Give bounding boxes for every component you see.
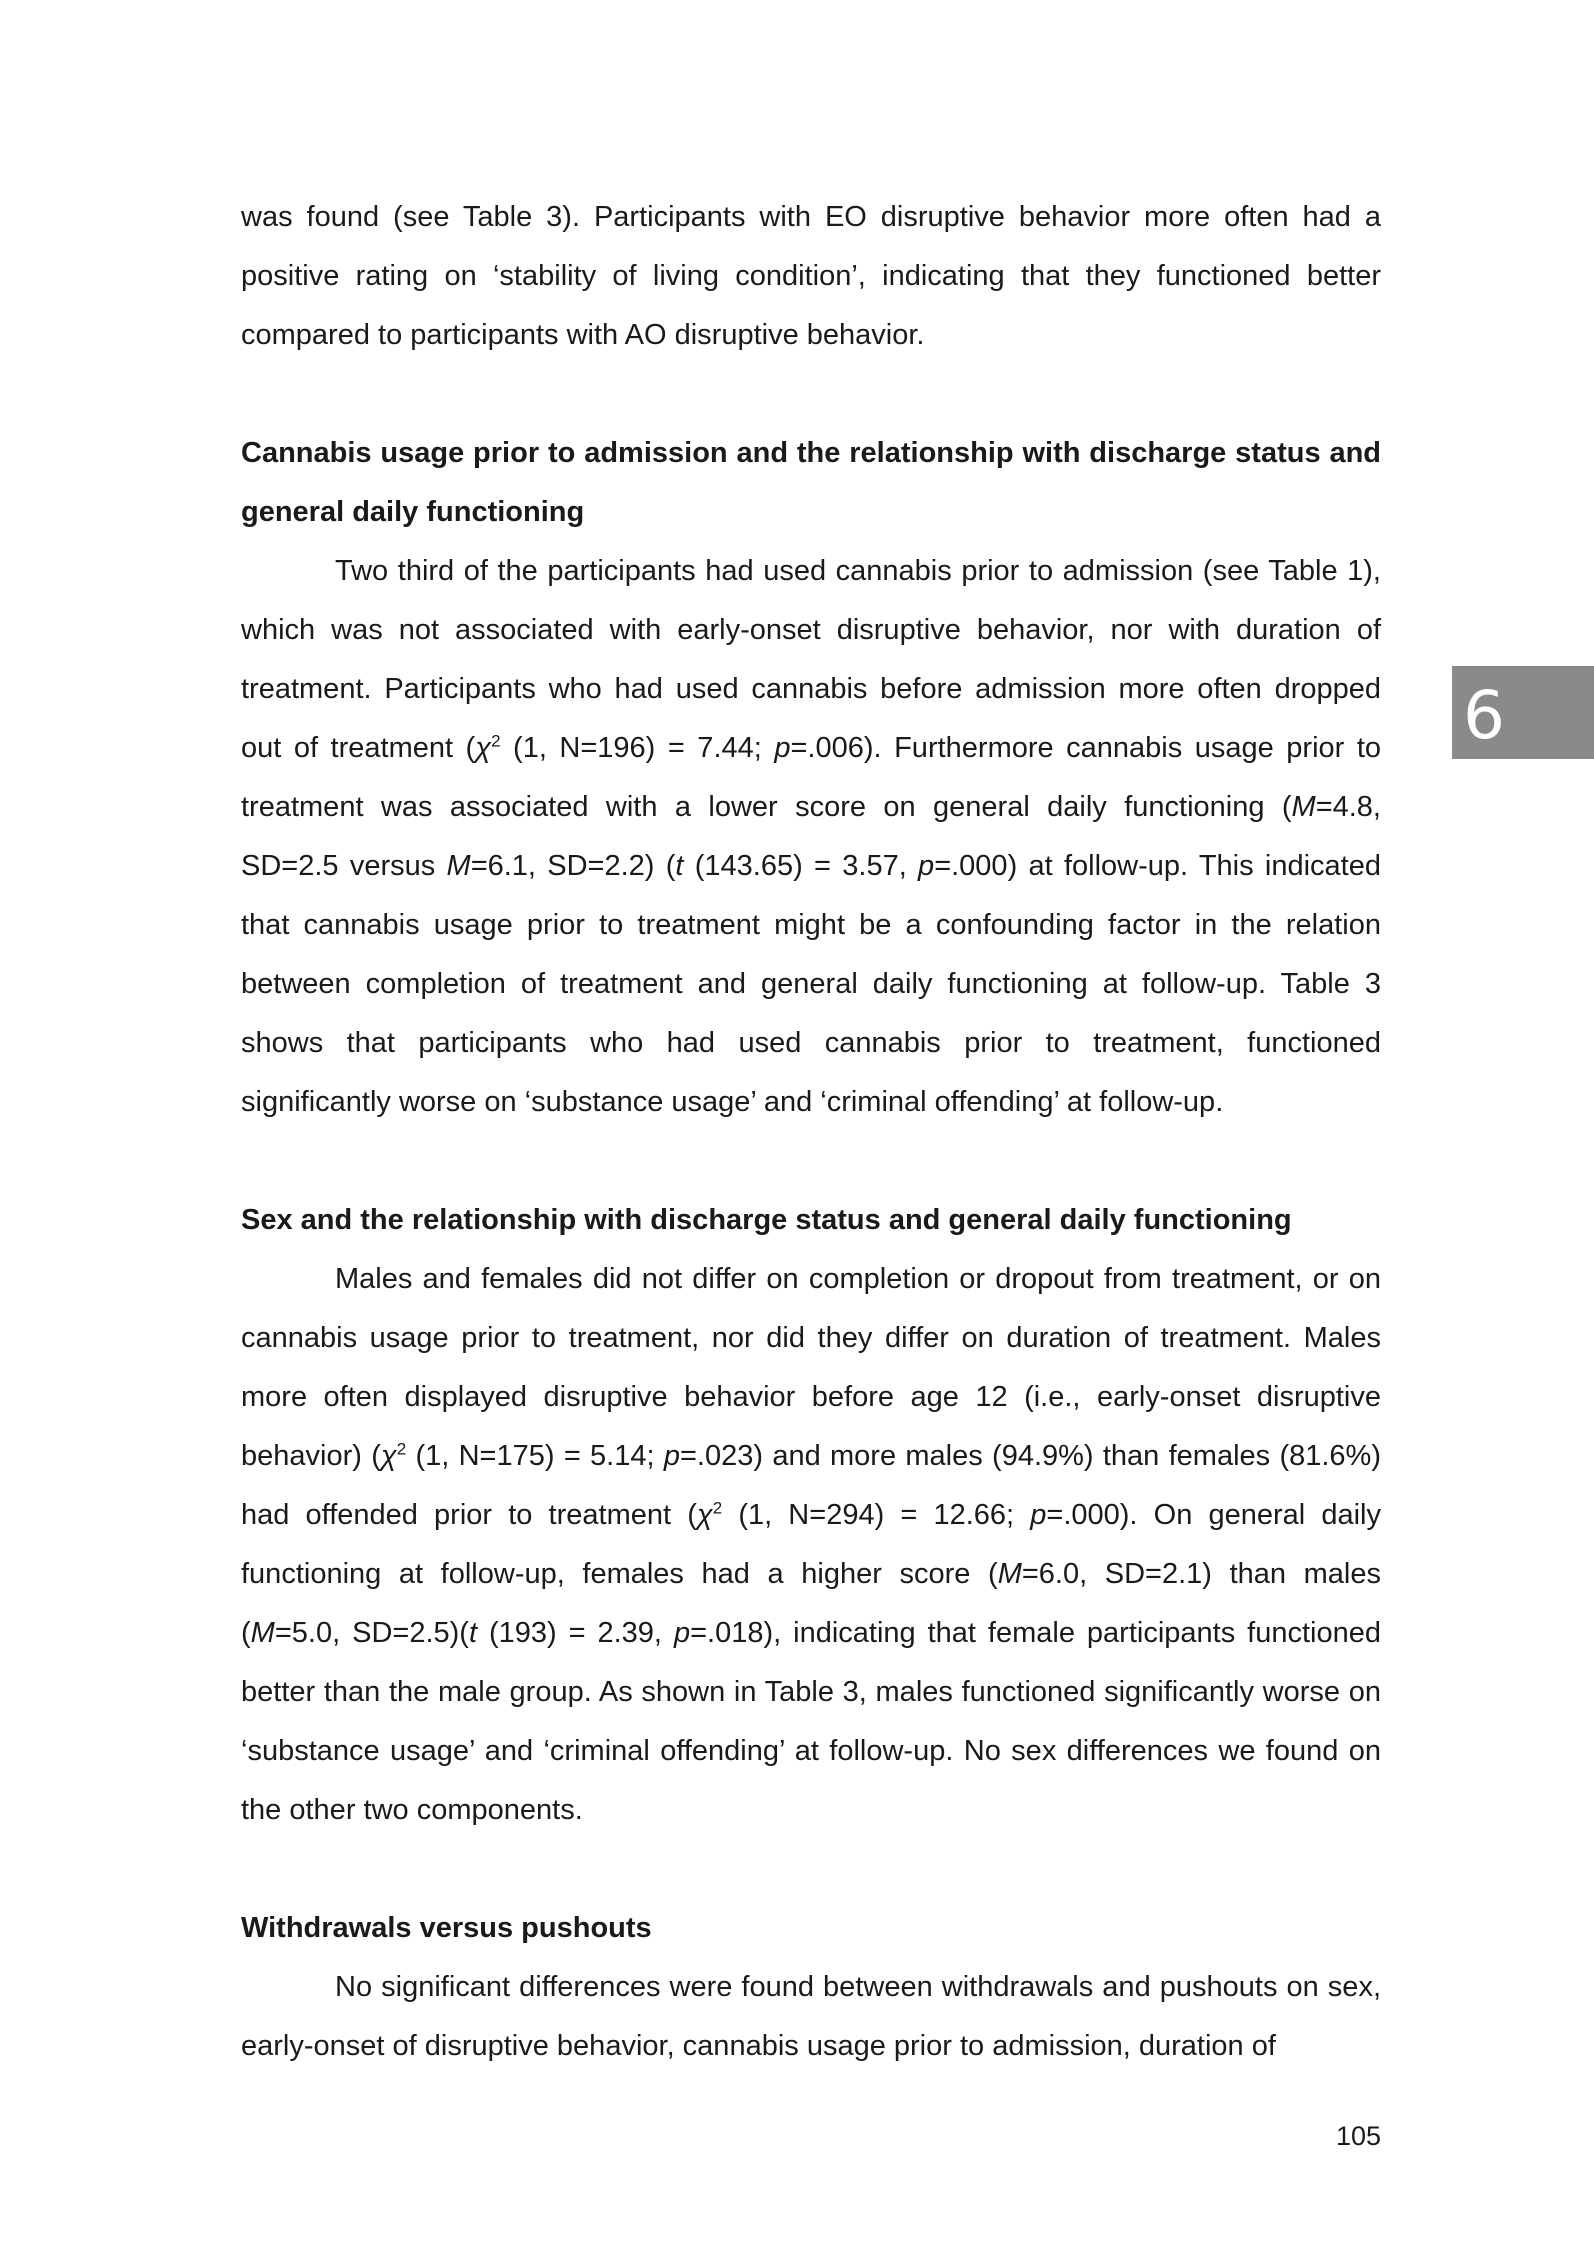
paragraph-sex xyxy=(241,1250,1381,1840)
text-run: Males and females did not differ on completion or dropout from treatment, or on cannabis usage prior to treatment, nor did they differ on duration of treatment. Males more often displayed disruptive behavior before age 12 (i.e., early-onset disruptive behavior) ( xyxy=(241,1263,1381,1472)
text-run: (1, N=294) = 12.66; xyxy=(722,1499,1031,1531)
text-run: =.006). Furthermore cannabis usage prior to treatment was associated with a lower score on general daily functioning ( xyxy=(241,732,1382,823)
p-symbol: p xyxy=(673,1617,691,1649)
text-run: (143.65) = 3.57, xyxy=(683,850,919,882)
text-run: =.018), indicating that female participants functioned better than the male group. As shown in Table 3, males functioned significantly worse on ‘substance usage’ and ‘criminal offending’ at follow-up. No sex differences we found on the other two components. xyxy=(241,1617,1381,1826)
paragraph-intro: was found (see Table 3). Participants with EO disruptive behavior more often had a positive rating on ‘stability of living condition’, indicating that they functioned better compared to participants with AO disruptive behavior. xyxy=(241,201,1381,351)
section-heading-cannabis: Cannabis usage prior to admission and the relationship with discharge status and general daily functioning xyxy=(241,437,1381,528)
section-heading-withdrawals: Withdrawals versus pushouts xyxy=(241,1912,652,1944)
text-run: =5.0, SD=2.5)( xyxy=(274,1617,469,1649)
text-run: =6.0, SD=2.1) than males ( xyxy=(241,1558,1381,1649)
m-symbol: M xyxy=(446,850,471,882)
text-run: (193) = 2.39, xyxy=(477,1617,674,1649)
text-run: =6.1, SD=2.2) ( xyxy=(470,850,676,882)
t-symbol: t xyxy=(468,1617,478,1649)
m-symbol: M xyxy=(1291,791,1316,823)
chi-symbol: χ xyxy=(380,1440,397,1472)
page-number: 105 xyxy=(1335,2121,1381,2151)
page-body xyxy=(241,188,1381,2076)
p-symbol: p xyxy=(918,850,935,882)
paragraph-withdrawals: No significant differences were found between withdrawals and pushouts on sex, early-onset of disruptive behavior, cannabis usage prior to admission, duration of xyxy=(241,1971,1381,2062)
superscript: 2 xyxy=(491,731,501,751)
chi-symbol: χ xyxy=(475,732,492,764)
text-run: (1, N=175) = 5.14; xyxy=(406,1440,664,1472)
paragraph-cannabis xyxy=(241,542,1381,1132)
text-run: (1, N=196) = 7.44; xyxy=(500,732,775,764)
text-run: =.000). On general daily functioning at follow-up, females had a higher score ( xyxy=(241,1499,1381,1590)
p-symbol: p xyxy=(1030,1499,1047,1531)
p-symbol: p xyxy=(774,732,791,764)
p-symbol: p xyxy=(663,1440,680,1472)
chapter-number: 6 xyxy=(1463,677,1505,754)
m-symbol: M xyxy=(997,1558,1022,1590)
spacer xyxy=(241,1132,1381,1191)
chi-symbol: χ xyxy=(696,1499,713,1531)
m-symbol: M xyxy=(250,1617,275,1649)
section-heading-sex: Sex and the relationship with discharge status and general daily functioning xyxy=(241,1204,1292,1236)
t-symbol: t xyxy=(675,850,684,882)
spacer xyxy=(241,365,1381,424)
text-run: =4.8, SD=2.5 versus xyxy=(241,791,1381,882)
text-run: =.023) and more males (94.9%) than females (81.6%) had offended prior to treatment ( xyxy=(241,1440,1381,1531)
superscript: 2 xyxy=(396,1439,407,1459)
superscript: 2 xyxy=(712,1498,723,1518)
text-run: Two third of the participants had used cannabis prior to admission (see Table 1), which was not associated with early-onset disruptive behavior, nor with duration of treatment. Participants who had used cannabis before admission more often dropped out of treatment ( xyxy=(241,555,1381,764)
spacer xyxy=(241,1840,1381,1899)
text-run: =.000) at follow-up. This indicated that cannabis usage prior to treatment might be a confounding factor in the relation between completion of treatment and general daily functioning at follow-up. Table 3 shows that participants who had used cannabis prior to treatment, functioned significantly worse on ‘substance usage’ and ‘criminal offending’ at follow-up. xyxy=(241,850,1381,1118)
